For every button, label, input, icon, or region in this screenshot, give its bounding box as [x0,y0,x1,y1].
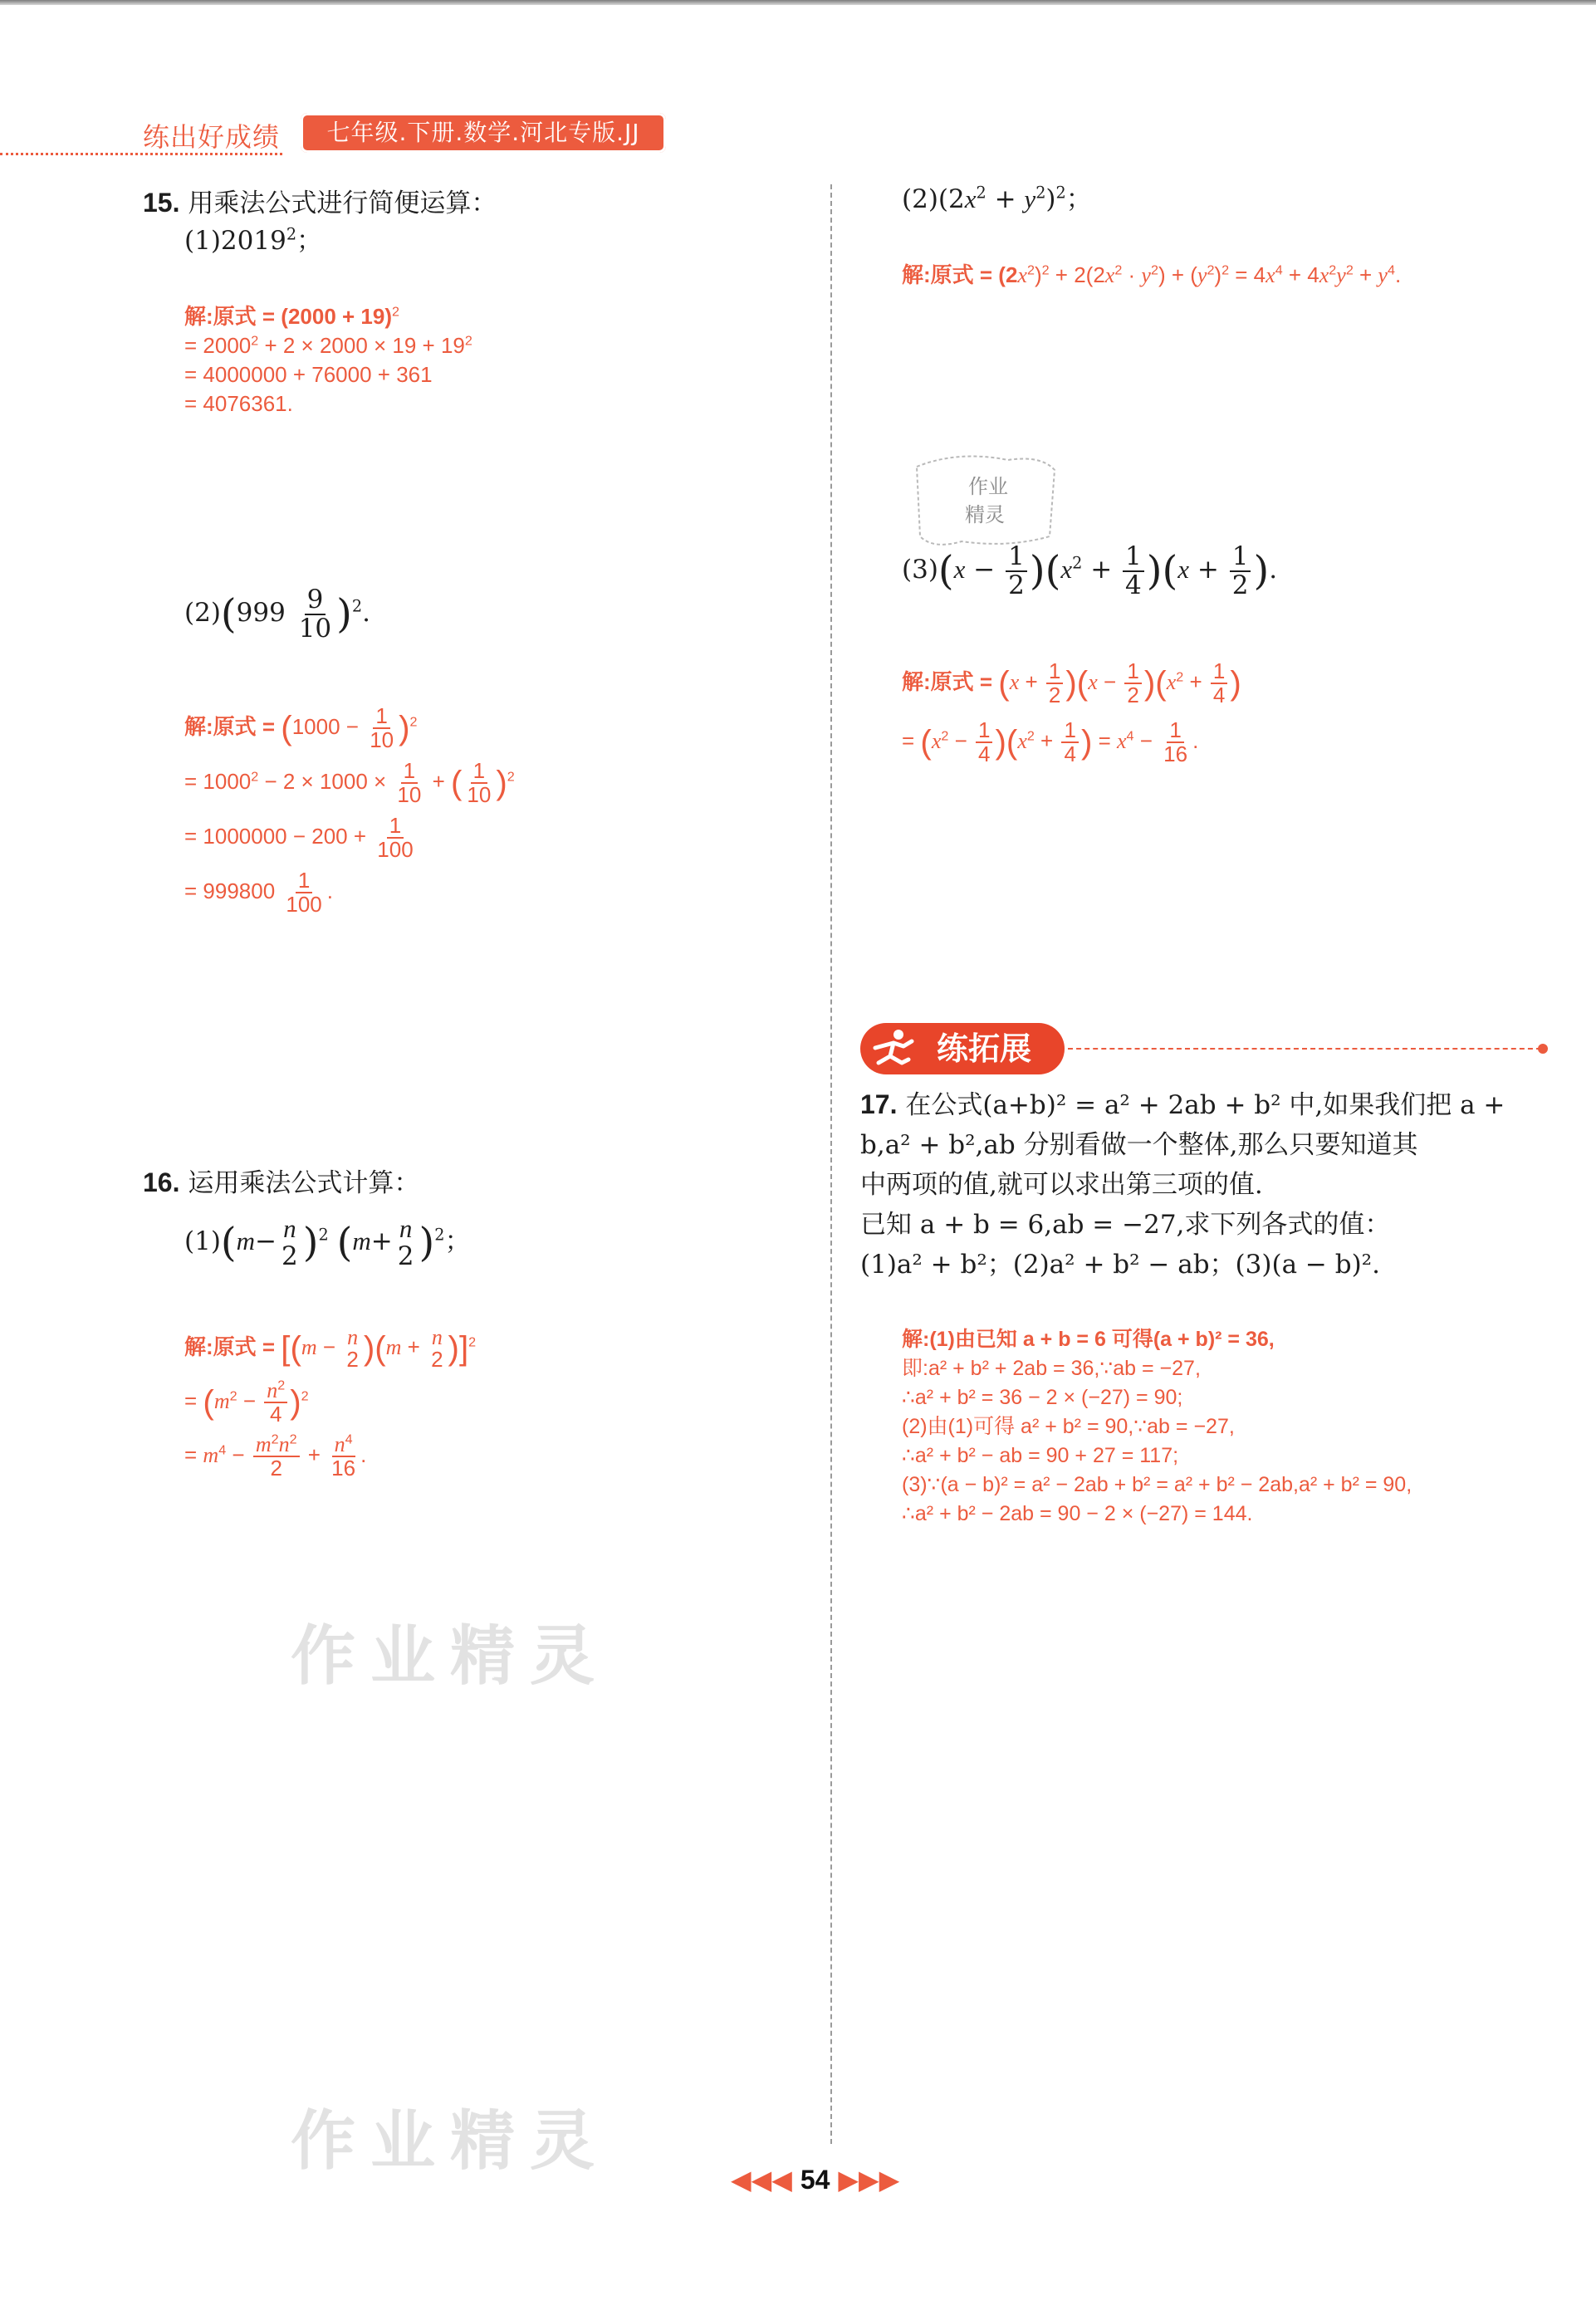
numerator [264,1379,287,1403]
top-border [0,0,1596,5]
fraction [279,1216,301,1270]
brand-title: 练出好成绩 [143,121,281,153]
text: − 2 × 1000 × [258,769,393,794]
exponent: 2 [318,1225,329,1245]
variable: x [1117,729,1127,753]
paren: ( [1162,547,1178,595]
exponent: 2 [1207,262,1215,278]
numerator: 1 [373,705,389,729]
exponent: 2 [1026,728,1035,744]
book-badge: 七年级.下册.数学.河北专版.JJ [301,113,666,153]
exponent: 2 [464,333,472,349]
numerator [332,1433,355,1457]
bracket: [ [281,1329,291,1367]
variable: m [352,1226,371,1256]
text: 解:原式 = [902,669,999,694]
fraction [464,757,493,808]
denominator: 2 [1008,570,1025,600]
extension-label: 练拓展 [937,1030,1032,1067]
operator: − [1133,728,1159,753]
denominator: 2 [346,1347,359,1373]
q16-answer1 [184,1320,476,1482]
denominator: 4 [1064,741,1076,767]
numerator: 1 [471,760,487,784]
variable: n [267,1378,278,1402]
denominator: 2 [1048,683,1061,708]
denominator: 2 [431,1347,443,1373]
operator: + [1019,669,1044,694]
answer-line [184,1320,476,1374]
watermark: 作业精灵 [291,2104,610,2179]
numerator: n [431,1324,443,1349]
paren-open: ( [220,590,237,638]
denominator: 10 [397,782,422,808]
text: . [360,1442,367,1467]
exponent: 4 [1387,262,1395,278]
text: 解:原式 = [184,1334,282,1359]
end-mark: ； [444,1226,471,1257]
exponent: 2 [271,1432,279,1447]
exponent: 2 [277,1378,286,1393]
variable: x [1009,670,1020,694]
variable: x [1319,263,1329,287]
fraction [1061,719,1078,766]
paren: ) [448,1329,459,1367]
variable: n [334,1432,345,1456]
exponent: 2 [409,714,418,730]
answer-line: = 4000000 + 76000 + 361 [184,362,433,387]
text: + 2(2 [1049,262,1105,287]
part-label: (1) [184,1226,221,1257]
question-number: 15. [143,188,180,218]
text: 在公式(a+b)² = a² + 2ab + b² 中,如果我们把 a + [905,1090,1505,1120]
fraction [344,1326,360,1372]
answer-line [184,864,515,918]
exponent: 2 [1026,262,1035,278]
paren: ) [1143,663,1156,702]
q17-line [860,1084,1525,1125]
exponent: 2 [1150,262,1158,278]
answer-line: (2)由(1)可得 a² + b² = 90,∵ab = −27, [902,1415,1235,1438]
part-label: (1) [184,226,221,256]
variable: x [1166,670,1177,694]
text: = [184,1442,203,1467]
end-mark: ； [296,226,323,256]
operator: − [226,1442,251,1467]
fraction [264,1379,287,1427]
paren: ) [302,1219,319,1266]
paren: ) [363,1329,375,1367]
denominator: 16 [331,1456,356,1481]
numerator: n [283,1214,296,1243]
answer-line [184,699,515,754]
text: 解:原式 = [184,714,282,739]
exponent: 4 [1126,728,1134,744]
operator: − [948,728,973,753]
fraction [296,586,334,642]
numerator: 9 [305,586,326,615]
answer-line: (3)∵(a − b)² = a² − 2ab + b² = a² + b² − 2ab,a² + b² = 90, [902,1473,1412,1496]
answer-line [184,302,472,331]
denominator: 2 [282,1241,298,1271]
denominator: 100 [377,837,414,863]
paren: ( [375,1329,386,1367]
numerator: n [399,1214,413,1243]
fraction [428,1326,445,1372]
variable: x [1266,263,1275,287]
text: = 1000 [184,769,252,794]
variable: x [1177,555,1190,585]
q17-answer [902,1325,1412,1529]
denominator: 2 [1127,683,1139,708]
paren: ( [1076,663,1089,702]
paren: ( [1006,722,1018,761]
prev-page-arrows[interactable]: ◀◀◀ [731,2165,792,2195]
text: 解:原式 = (2 [902,262,1018,287]
variable: m [255,1432,272,1456]
exponent: 2 [286,224,297,244]
variable: x [931,729,942,753]
variable: x [1104,263,1115,287]
text: = [902,728,921,753]
numerator: 1 [1124,660,1141,684]
numerator [253,1433,300,1457]
answer-line [184,1428,476,1482]
text: = 4 [1229,262,1266,287]
paren: ) [290,1383,301,1421]
part-label: (2) [902,184,938,214]
paren: ) [1080,722,1093,761]
stamp-text-bottom: 精灵 [965,503,1005,526]
paren: ( [1155,663,1167,702]
exponent: 2 [1345,262,1354,278]
exponent: 4 [1275,262,1283,278]
numerator: 1 [387,815,404,839]
part-label: (2) [184,598,221,629]
q16-answer2 [902,261,1401,290]
exponent: 2 [507,769,515,785]
fraction [375,812,415,863]
exponent: 2 [251,333,259,349]
operator: − [255,1226,277,1257]
paren: ) [1029,547,1045,595]
column-divider [830,184,832,2144]
denominator: 2 [397,1241,414,1271]
q15-prompt [143,184,497,222]
answer-line [902,712,1241,771]
numerator: 1 [1211,660,1227,684]
answer-line [184,1374,476,1428]
extension-pill [860,1023,1065,1074]
variable: m [236,1226,256,1256]
exponent: 2 [468,1334,477,1350]
operator: + [1189,555,1227,585]
operator: − [237,1388,262,1413]
paren: ( [1045,547,1061,595]
text: 1000 − [291,714,365,739]
denominator: 4 [1125,570,1142,600]
variable: m [213,1389,230,1413]
end-mark: . [1269,555,1278,585]
numerator: 1 [1123,543,1144,572]
exponent: 2 [976,183,986,203]
operator: + [986,184,1025,214]
text: 解:原式 = (2000 + 19) [184,304,392,329]
denominator: 16 [1163,741,1188,767]
variable: x [1017,263,1027,287]
answer-line [184,331,472,360]
fraction [1230,543,1251,599]
numerator: n [347,1324,359,1349]
exponent: 2 [1072,553,1083,573]
numerator: 1 [1006,543,1027,572]
base: 2019 [220,226,286,256]
answer-line [184,754,515,809]
q16-part3 [902,543,1277,599]
text: ) + ( [1158,262,1197,287]
exponent: 2 [1114,262,1123,278]
operator: + [1082,555,1121,585]
whole: 999 [236,598,286,629]
fraction [976,719,992,766]
q15-part2 [184,586,370,642]
exponent: 4 [345,1432,353,1447]
q16-part2 [902,181,1092,218]
extension-end-dot [1538,1044,1548,1054]
variable: n [278,1432,290,1456]
variable: y [1336,263,1346,287]
operator: − [965,555,1004,585]
operator: − [1097,669,1123,694]
exponent: 2 [251,769,259,785]
stamp-text-top: 作业 [968,475,1008,498]
paren: ( [938,547,954,595]
answer-line: ∴a² + b² = 36 − 2 × (−27) = 90; [902,1386,1183,1409]
numerator: 1 [401,760,418,784]
page-footer [731,2164,899,2195]
denominator: 4 [978,741,991,767]
q15-answer1 [184,302,472,418]
q16-prompt [143,1164,419,1201]
text: = 1000000 − 200 + [184,824,373,849]
exponent: 2 [1329,262,1337,278]
numerator: 1 [1167,719,1183,743]
watermark: 作业精灵 [291,1619,610,1694]
question-number: 16. [143,1167,180,1197]
operator: + [1183,669,1208,694]
variable: m [301,1335,317,1359]
operator: − [316,1334,342,1359]
text: ) [1214,262,1222,287]
q17-line: (1)a² + b²；(2)a² + b² − ab；(3)(a − b)². [860,1250,1380,1280]
text: · [1122,262,1142,287]
paren: ( [336,1219,353,1266]
q16-part1 [184,1216,470,1270]
exponent: 2 [289,1432,297,1447]
operator: + [1034,728,1060,753]
variable: x [1088,670,1098,694]
denominator: 2 [270,1456,282,1481]
numerator: 1 [1061,719,1078,743]
text: = 2000 [184,333,252,358]
page-number: 54 [800,2165,830,2195]
paren: ) [496,763,507,801]
q17-line: 中两项的值,就可以求出第三项的值. [860,1170,1263,1200]
text: + 4 [1282,262,1319,287]
numerator: 1 [296,869,312,893]
text: (2 [938,184,965,214]
text: . [326,878,334,903]
denominator: 4 [1212,683,1226,708]
text: . [1192,728,1199,753]
variable: m [203,1443,219,1467]
fraction [329,1433,358,1480]
q15-part1 [184,223,322,259]
paren-close: ) [336,590,352,638]
variable: y [1024,184,1036,213]
numerator: 1 [976,719,992,743]
variable: x [1017,729,1027,753]
bracket: ] [458,1329,469,1367]
q17-line: b,a² + b²,ab 分别看做一个整体,那么只要知道其 [860,1130,1418,1160]
end-mark: ； [1065,184,1092,214]
variable: m [385,1335,402,1359]
paren: ( [450,763,463,801]
variable: x [953,555,966,585]
paren: ) [1230,663,1241,702]
next-page-arrows[interactable]: ▶▶▶ [838,2165,900,2195]
exponent: 2 [1055,183,1066,203]
fraction [1123,543,1144,599]
end-mark: . [362,598,370,629]
paren: ( [998,663,1010,702]
numerator: 1 [1230,543,1251,572]
operator: + [401,1334,427,1359]
paren: ) [399,708,410,746]
text: = 999800 [184,878,282,903]
fraction [395,1216,417,1270]
exponent: 2 [1035,183,1046,203]
question-number: 17. [860,1089,898,1119]
fraction [283,869,324,917]
q17-line: 已知 a + b = 6,ab = −27,求下列各式的值： [860,1210,1391,1240]
variable: y [1197,263,1207,287]
operator: + [301,1442,327,1467]
paren: ( [203,1383,214,1421]
answer-line: 解:(1)由已知 a + b = 6 可得(a + b)² = 36, [902,1328,1275,1351]
text: ) [1034,262,1042,287]
fraction [367,702,396,753]
denominator: 2 [1231,570,1249,600]
variable: y [1378,263,1388,287]
fraction [1046,660,1063,707]
exponent: 2 [392,304,399,320]
exponent: 2 [941,728,949,744]
prompt-text: 用乘法公式进行简便运算： [188,188,497,218]
operator: + [1353,262,1378,287]
q17-prompt [860,1084,1525,1285]
denominator: 10 [370,727,394,753]
variable: x [964,184,977,213]
text: . [1394,262,1402,287]
extension-dashed-line [1068,1048,1541,1050]
runner-icon [860,1023,927,1074]
text: = [184,1388,203,1413]
q16-answer3 [902,653,1241,771]
exponent: 2 [229,1388,237,1404]
exponent: 2 [351,596,363,616]
text: + 2 × 2000 × 19 + 19 [258,333,465,358]
text: + [426,769,451,794]
exponent: 2 [434,1225,445,1245]
fraction [1006,543,1027,599]
paren: ( [220,1219,237,1266]
paren: ) [419,1219,435,1266]
answer-line: ∴a² + b² − ab = 90 + 27 = 117; [902,1444,1179,1467]
numerator: 1 [1046,660,1063,684]
fraction [1161,719,1190,766]
denominator: 10 [298,613,332,644]
q15-answer2 [184,699,515,918]
paren: ( [281,708,292,746]
text: = [1092,728,1117,753]
stamp-watermark [908,450,1063,553]
answer-line: = 4076361. [184,391,293,416]
paren: ) [1065,663,1077,702]
exponent: 2 [1041,262,1050,278]
denominator: 10 [467,782,492,808]
part-label: (3) [902,555,938,585]
operator: + [370,1226,393,1257]
text: ) [1045,184,1056,214]
answer-line: 即:a² + b² + 2ab = 36,∵ab = −27, [902,1357,1201,1380]
paren: ) [1253,547,1270,595]
fraction [1124,660,1141,707]
fraction [394,757,423,808]
exponent: 4 [218,1442,227,1458]
paren: ( [920,722,932,761]
denominator: 100 [286,892,322,918]
exponent: 2 [1221,262,1230,278]
variable: y [1141,263,1151,287]
denominator: 4 [269,1402,282,1427]
exponent: 2 [1176,669,1184,685]
exponent: 2 [301,1388,309,1404]
paren: ) [995,722,1006,761]
answer-line [184,809,515,864]
prompt-text: 运用乘法公式计算： [188,1168,420,1198]
paren: ( [290,1329,301,1367]
fraction [1211,660,1227,707]
variable: x [1060,555,1073,585]
fraction [253,1433,300,1480]
answer-line: ∴a² + b² − 2ab = 90 − 2 × (−27) = 144. [902,1502,1253,1525]
answer-line [902,653,1241,712]
paren: ) [1146,547,1163,595]
